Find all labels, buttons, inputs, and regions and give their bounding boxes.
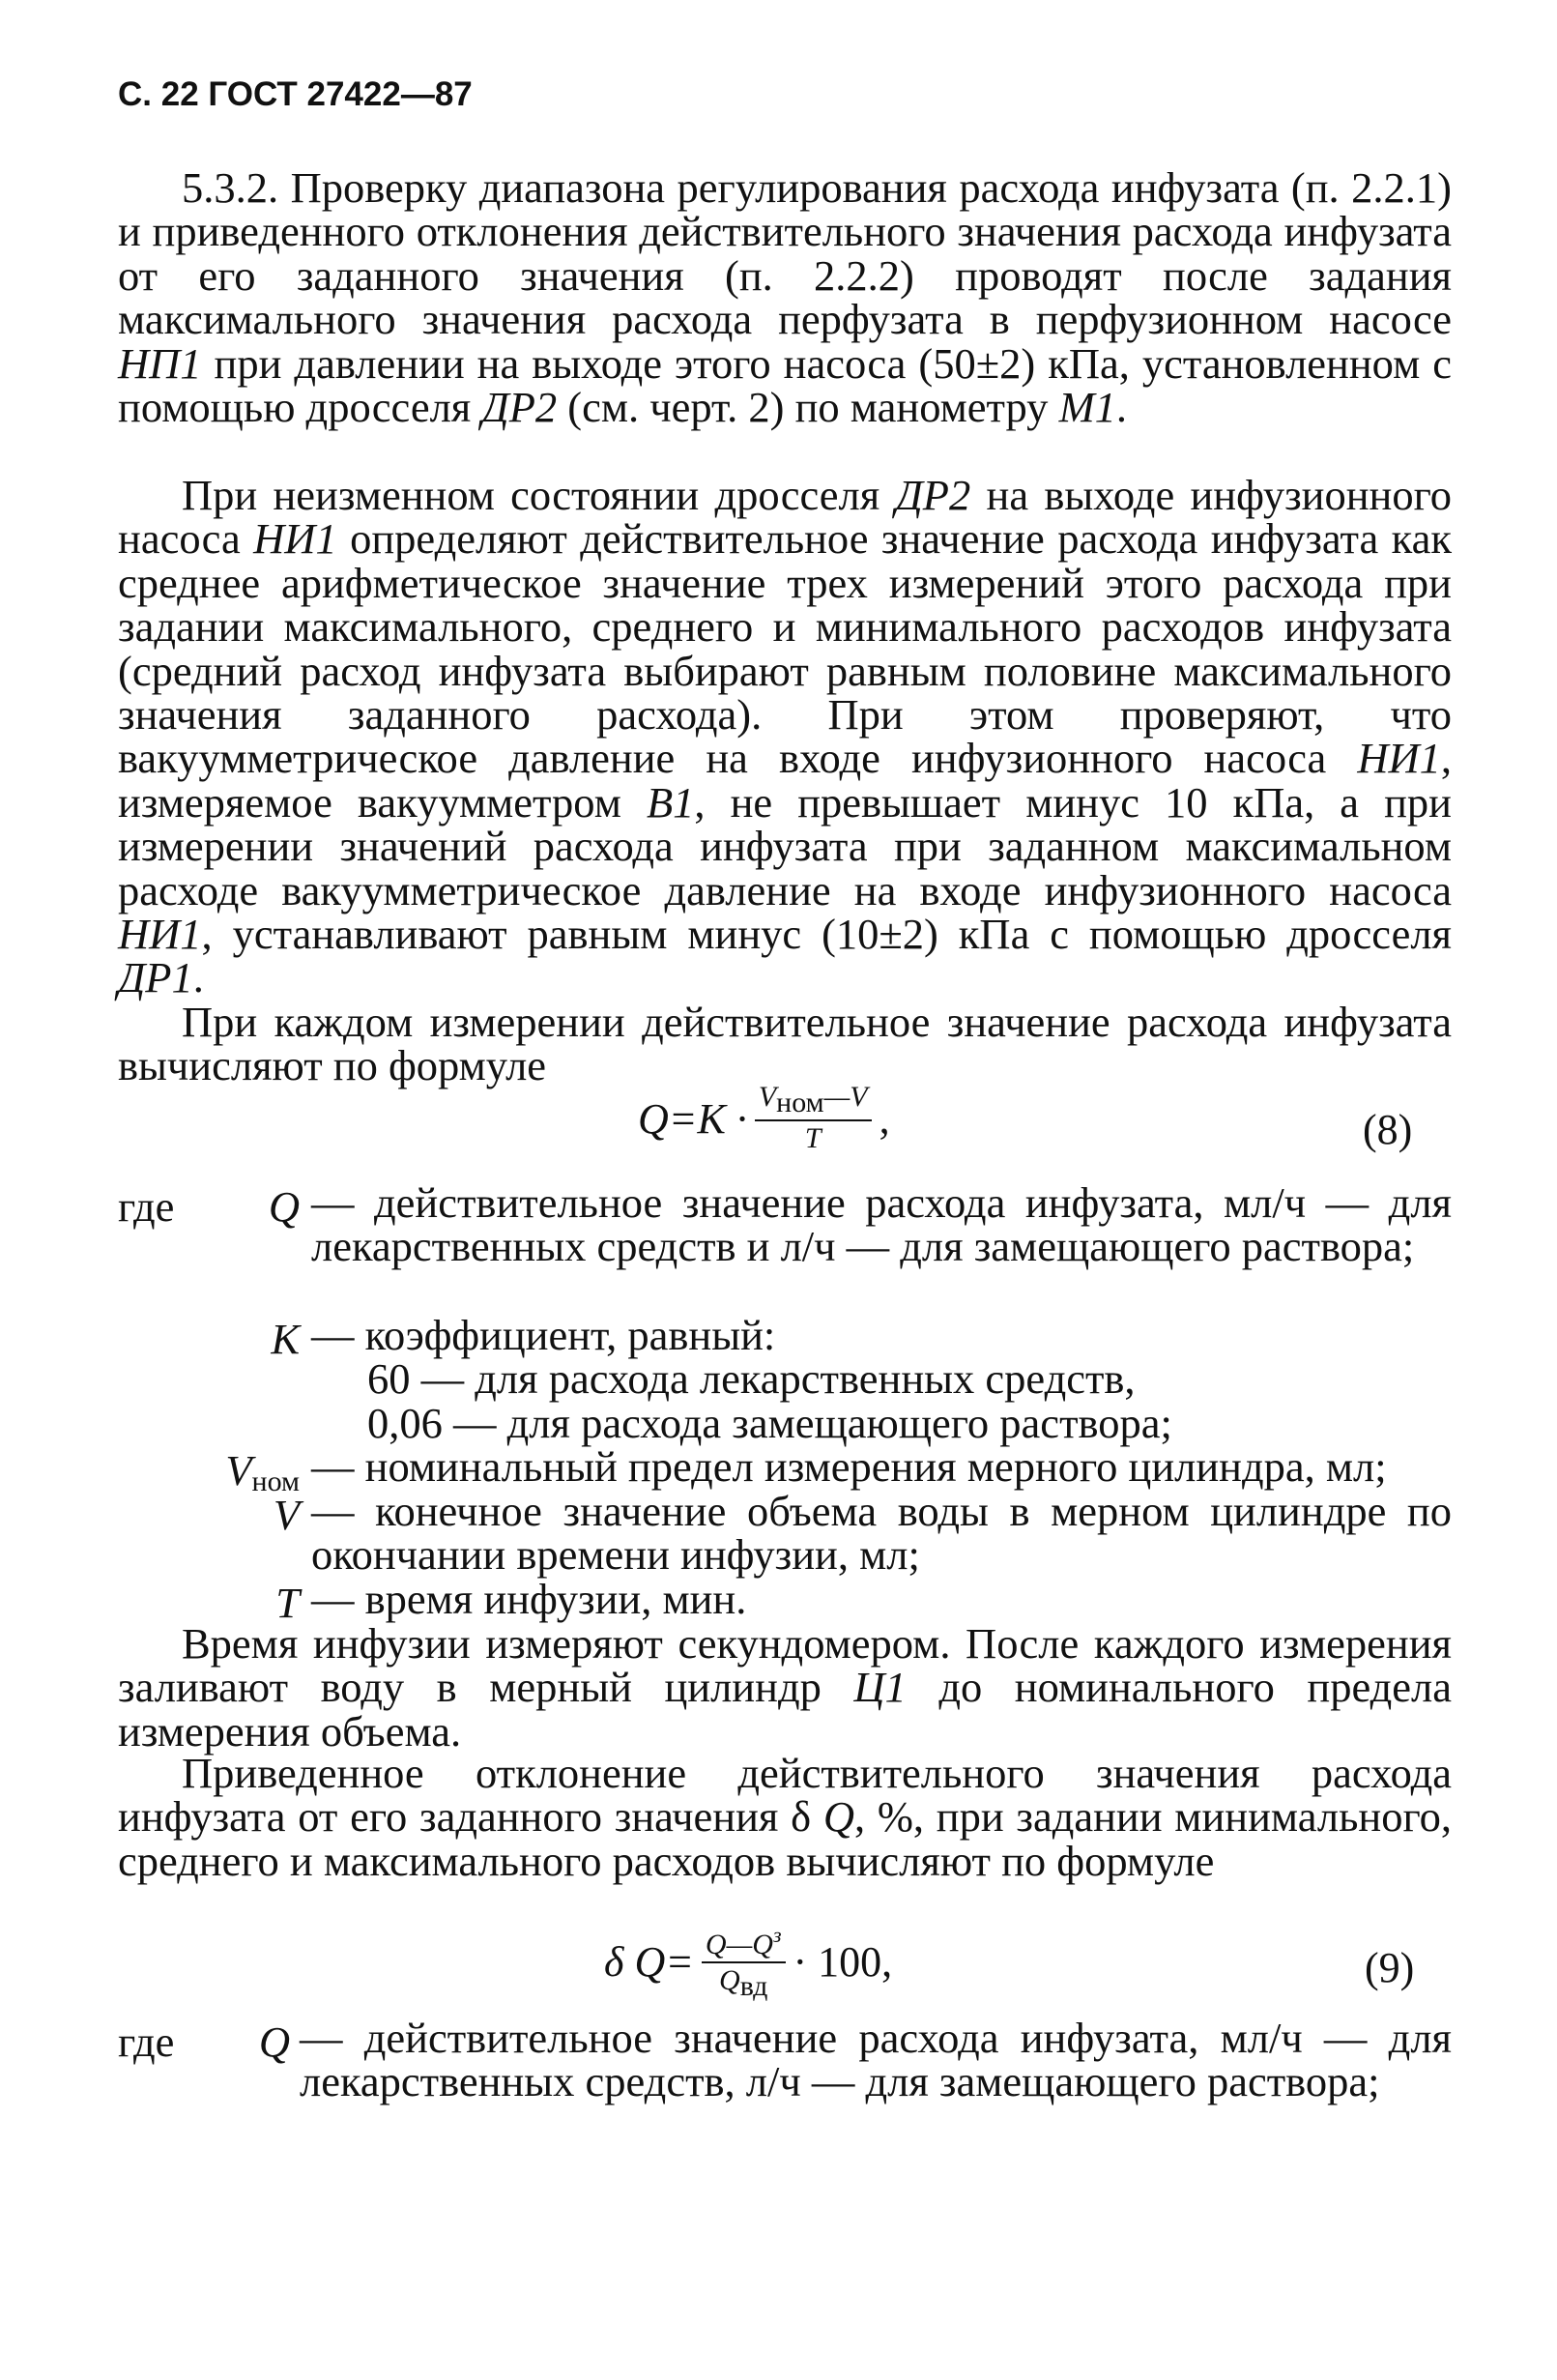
definition-K-006: 0,06 — для расхода замещающего раствора; bbox=[367, 1399, 1172, 1447]
text-run: Время инфузии измеряют секундомером. После каждого измерения заливают воду в мерный цилиндр bbox=[118, 1619, 1452, 1712]
definition-K: — коэффициент, равный: bbox=[311, 1311, 776, 1359]
page-header: С. 22 ГОСТ 27422—87 bbox=[118, 75, 473, 113]
text-run: При неизменном состоянии дросселя bbox=[182, 471, 896, 519]
throttle-label: ДР1 bbox=[118, 953, 193, 1002]
equation-number-8: (8) bbox=[1363, 1106, 1413, 1153]
definition-text: — действительное значение расхода инфузата, мл/ч — для лекарственных средств и л/ч — для замещающего раствора; bbox=[311, 1178, 1452, 1271]
text-run: . bbox=[1115, 383, 1128, 432]
formula-lhs: δ Q= bbox=[604, 1937, 694, 1986]
definition-text: — конечное значение объема воды в мерном цилиндре по окончании времени инфузии, мл; bbox=[311, 1487, 1452, 1580]
definition-Q: — действительное значение расхода инфузата, мл/ч — для лекарственных средств, л/ч — для замещающего раствора; bbox=[300, 2014, 1452, 2106]
manometer-label: М1 bbox=[1058, 383, 1116, 432]
section-5-3-2 bbox=[118, 163, 1452, 432]
text-run: до номинального предела измерения объема. bbox=[118, 1663, 1452, 1756]
text-run: 5.3.2. Проверку диапазона регулирования расхода инфузата (п. 2.2.1) и приведенного отклонения действительного значения расхода инфузата от его заданного значения (п. 2.2.2) проводят после задания максимального значения расхода перфузата в перфузионном насосе bbox=[118, 163, 1452, 344]
text-run: —V bbox=[823, 1081, 868, 1113]
paragraph-deviation bbox=[118, 1749, 1452, 1885]
paragraph-timing bbox=[118, 1619, 1452, 1756]
fraction-numerator bbox=[755, 1081, 872, 1121]
symbol-Q: Q bbox=[268, 1182, 300, 1231]
throttle-label: ДР2 bbox=[481, 383, 558, 432]
text-run: (см. черт. 2) по манометру bbox=[557, 383, 1059, 432]
text-run: , не превышает минус 10 кПа, а при измерении значений расхода инфузата при заданном максимальном расходе вакуумметрическое давление на входе инфузионного насоса bbox=[118, 777, 1452, 914]
text-run: определяют действительное значение расхода инфузата как среднее арифметическое значение трех измерений этого расхода при задании максимального, среднего и минимального расходов инфузата (средний расход инфузата выбирают равным половине максимального значения заданного расхода). При этом проверяют, что вакуумметрическое давление на входе инфузионного насоса bbox=[118, 514, 1452, 783]
subscript: ном bbox=[776, 1087, 824, 1118]
text-run: , %, при задании минимального, среднего и максимального расходов вычисляют по формуле bbox=[118, 1792, 1452, 1885]
paragraph-formula-intro: При каждом измерении действительное значение расхода инфузата вычисляют по формуле bbox=[118, 998, 1452, 1090]
cylinder-label: Ц1 bbox=[853, 1663, 907, 1712]
definition-Q bbox=[311, 1178, 1452, 1271]
text-run: Приведенное отклонение действительного значения расхода инфузата от его заданного значения δ bbox=[118, 1749, 1452, 1842]
where-label: где bbox=[118, 1182, 175, 1231]
equation-number-9: (9) bbox=[1365, 1944, 1415, 1991]
fraction-denominator: T bbox=[804, 1122, 822, 1154]
fraction bbox=[755, 1081, 872, 1156]
pump-label: НИ1 bbox=[1357, 734, 1441, 783]
definition-V-nom: — номинальный предел измерения мерного цилиндра, мл; bbox=[311, 1442, 1387, 1491]
text-run: при давлении на выходе этого насоса (50±2) кПа, установленном с помощью дросселя bbox=[118, 338, 1452, 432]
text-run: на выходе инфузионного насоса bbox=[118, 471, 1452, 564]
fraction-denominator bbox=[719, 1963, 767, 2004]
formula-tail: · 100, bbox=[793, 1937, 893, 1986]
subscript: ном bbox=[251, 1466, 300, 1497]
formula-tail: , bbox=[879, 1094, 890, 1143]
symbol-letter: V bbox=[225, 1446, 252, 1495]
text-run: , измеряемое вакуумметром bbox=[118, 734, 1452, 827]
definition-K-60: 60 — для расхода лекарственных средств, bbox=[367, 1354, 1136, 1403]
where-label: где bbox=[118, 2017, 175, 2066]
symbol-K: K bbox=[271, 1315, 300, 1363]
text-run: , устанавливают равным минус (10±2) кПа с помощью дросселя bbox=[201, 910, 1452, 959]
vacuum-gauge-label: В1 bbox=[646, 777, 695, 827]
symbol-T: T bbox=[275, 1579, 300, 1627]
pump-label: НИ1 bbox=[118, 910, 202, 959]
symbol-V: V bbox=[273, 1491, 300, 1539]
paragraph-measurement bbox=[118, 471, 1452, 1002]
formula-8 bbox=[638, 1081, 890, 1156]
definition-V bbox=[311, 1487, 1452, 1580]
symbol-inline: Q bbox=[822, 1792, 854, 1842]
definition-T: — время инфузии, мин. bbox=[311, 1575, 747, 1623]
formula-9 bbox=[604, 1919, 892, 2004]
text-run: Q bbox=[719, 1964, 740, 1996]
subscript: вд bbox=[739, 1970, 768, 2002]
symbol-Q: Q bbox=[258, 2017, 290, 2066]
throttle-label: ДР2 bbox=[895, 471, 971, 519]
fraction-numerator bbox=[702, 1919, 786, 1963]
pump-label: НИ1 bbox=[253, 514, 337, 564]
text-run: . bbox=[192, 953, 204, 1002]
pump-label: НП1 bbox=[118, 338, 202, 388]
fraction bbox=[702, 1919, 786, 2004]
text-run: Q—Q bbox=[705, 1929, 773, 1960]
superscript: з bbox=[772, 1923, 782, 1947]
formula-lhs: Q=K · bbox=[638, 1094, 747, 1143]
text-run: V bbox=[758, 1081, 777, 1113]
